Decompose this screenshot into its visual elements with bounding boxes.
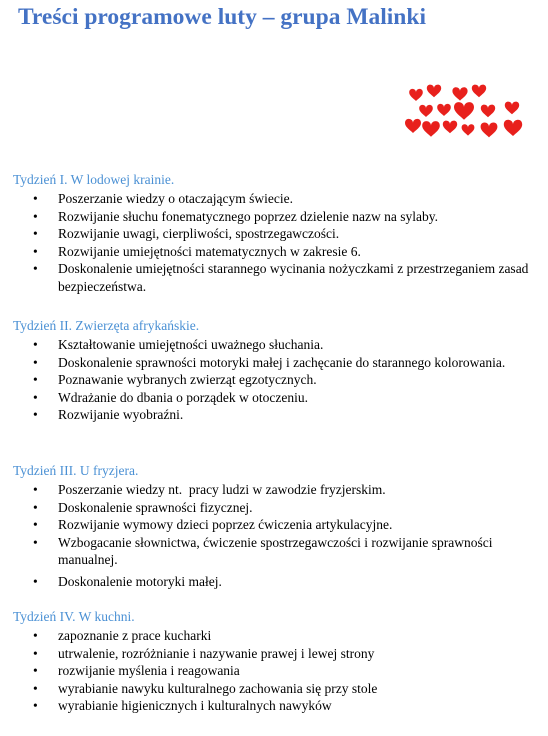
list-item xyxy=(13,336,533,354)
list-item-text: Doskonalenie motoryki małej. xyxy=(58,573,222,589)
objectives-list xyxy=(13,627,533,715)
week-title: Tydzień IV. W kuchni. xyxy=(13,609,135,624)
list-item xyxy=(13,516,533,534)
bullet: • xyxy=(33,261,38,276)
list-item xyxy=(13,260,533,295)
list-item xyxy=(13,190,533,208)
bullet: • xyxy=(33,337,38,352)
list-item-text: wyrabianie higienicznych i kulturalnych nawyków xyxy=(58,698,332,713)
bullet: • xyxy=(33,499,38,515)
bullet: • xyxy=(33,645,38,661)
list-item-text: rozwijanie myślenia i reagowania xyxy=(58,663,240,678)
bullet: • xyxy=(33,517,38,532)
objectives-list xyxy=(13,190,533,295)
list-item-text: Poznawanie wybranych zwierząt egzotycznych. xyxy=(58,372,317,387)
list-item xyxy=(13,499,533,517)
list-item-text: Rozwijanie wymowy dzieci poprzez ćwiczenia artykulacyjne. xyxy=(58,517,393,532)
bullet: • xyxy=(33,482,38,497)
list-item xyxy=(13,662,533,680)
list-item xyxy=(13,354,533,372)
list-item-text: Wzbogacanie słownictwa, ćwiczenie spostrzegawczości i rozwijanie sprawności manualnej. xyxy=(58,534,493,567)
page-title: Treści programowe luty – grupa Malinki xyxy=(18,4,426,30)
list-item xyxy=(13,573,533,591)
bullet: • xyxy=(33,372,38,387)
list-item xyxy=(13,481,533,499)
objectives-list xyxy=(13,481,533,590)
list-item xyxy=(13,243,533,261)
list-item-text: Poszerzanie wiedzy nt. pracy ludzi w zawodzie fryzjerskim. xyxy=(58,482,386,497)
bullet: • xyxy=(33,226,38,241)
list-item-text: Rozwijanie słuchu fonematycznego poprzez dzielenie nazw na sylaby. xyxy=(58,208,438,224)
list-item xyxy=(13,697,533,715)
list-item-text: Doskonalenie sprawności fizycznej. xyxy=(58,499,253,515)
list-item-text: wyrabianie nawyku kulturalnego zachowania się przy stole xyxy=(58,680,378,696)
list-item xyxy=(13,406,533,424)
list-item-text: Rozwijanie uwagi, cierpliwości, spostrzegawczości. xyxy=(58,226,340,241)
list-item xyxy=(13,680,533,698)
list-item xyxy=(13,225,533,243)
list-item-text: zapoznanie z prace kucharki xyxy=(58,628,212,643)
list-item xyxy=(13,627,533,645)
hearts-cluster-icon xyxy=(404,84,526,146)
bullet: • xyxy=(33,698,38,713)
week-title: Tydzień I. W lodowej krainie. xyxy=(13,172,175,187)
bullet: • xyxy=(33,628,38,643)
list-item-text: Rozwijanie wyobraźni. xyxy=(58,407,184,422)
week-title: Tydzień III. U fryzjera. xyxy=(13,463,139,478)
list-item-text: Wdrażanie do dbania o porządek w otoczeniu. xyxy=(58,389,309,405)
bullet: • xyxy=(33,663,38,678)
list-item xyxy=(13,208,533,226)
objectives-list xyxy=(13,336,533,424)
bullet: • xyxy=(33,208,38,224)
list-item xyxy=(13,645,533,663)
list-item-text: Rozwijanie umiejętności matematycznych w zakresie 6. xyxy=(58,243,361,259)
week-section-4 xyxy=(13,608,533,715)
bullet: • xyxy=(33,389,38,405)
list-item xyxy=(13,371,533,389)
bullet: • xyxy=(33,191,38,206)
bullet: • xyxy=(33,354,38,370)
list-item-text: Doskonalenie umiejętności starannego wycinania nożyczkami z przestrzeganiem zasad bezpieczeństwa. xyxy=(58,261,529,294)
list-item xyxy=(13,534,533,569)
list-item-text: Kształtowanie umiejętności uważnego słuchania. xyxy=(58,337,324,352)
week-title: Tydzień II. Zwierzęta afrykańskie. xyxy=(13,318,200,333)
list-item-text: Poszerzanie wiedzy o otaczającym świecie. xyxy=(58,191,294,206)
bullet: • xyxy=(33,534,38,550)
list-item-text: utrwalenie, rozróżnianie i nazywanie prawej i lewej strony xyxy=(58,645,375,661)
week-section-1 xyxy=(13,171,533,295)
bullet: • xyxy=(33,243,38,259)
bullet: • xyxy=(33,573,38,589)
bullet: • xyxy=(33,407,38,422)
list-item xyxy=(13,389,533,407)
week-section-3 xyxy=(13,462,533,590)
week-section-2 xyxy=(13,317,533,424)
list-item-text: Doskonalenie sprawności motoryki małej i zachęcanie do starannego kolorowania. xyxy=(58,354,506,370)
bullet: • xyxy=(33,680,38,696)
